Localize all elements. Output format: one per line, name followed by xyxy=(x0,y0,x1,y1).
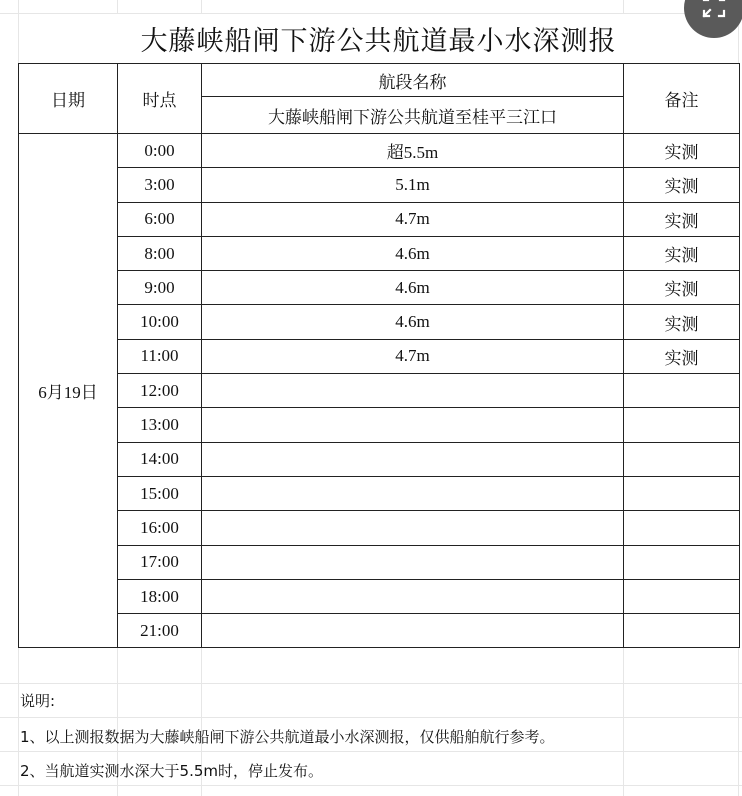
remark-cell: 实测 xyxy=(624,134,740,168)
time-cell: 0:00 xyxy=(118,134,202,168)
header-remark: 备注 xyxy=(624,64,740,134)
time-cell: 16:00 xyxy=(118,511,202,545)
table-row xyxy=(19,374,740,408)
depth-cell: 4.7m xyxy=(202,202,624,236)
collapse-arrows-icon xyxy=(701,0,727,22)
header-time: 时点 xyxy=(118,64,202,134)
time-cell: 10:00 xyxy=(118,305,202,339)
table-row xyxy=(19,271,740,305)
note-item-2: 2、当航道实测水深大于5.5m时，停止发布。 xyxy=(20,762,324,780)
time-cell: 11:00 xyxy=(118,339,202,373)
remark-cell xyxy=(624,476,740,510)
depth-cell: 超5.5m xyxy=(202,134,624,168)
time-cell: 14:00 xyxy=(118,442,202,476)
time-cell: 15:00 xyxy=(118,476,202,510)
table-row xyxy=(19,545,740,579)
sheet-gridline xyxy=(0,683,742,684)
water-depth-table xyxy=(18,63,740,648)
sheet-gridline xyxy=(0,751,742,752)
remark-cell xyxy=(624,511,740,545)
note-item-1: 1、以上测报数据为大藤峡船闸下游公共航道最小水深测报，仅供船舶航行参考。 xyxy=(20,728,555,746)
remark-cell xyxy=(624,442,740,476)
time-cell: 13:00 xyxy=(118,408,202,442)
time-cell: 12:00 xyxy=(118,374,202,408)
table-row xyxy=(19,339,740,373)
depth-cell xyxy=(202,476,624,510)
remark-cell xyxy=(624,614,740,648)
remark-cell xyxy=(624,545,740,579)
table-row xyxy=(19,236,740,270)
header-segment-group: 航段名称 xyxy=(202,64,624,97)
depth-cell xyxy=(202,545,624,579)
header-date: 日期 xyxy=(19,64,118,134)
depth-cell xyxy=(202,442,624,476)
table-row xyxy=(19,305,740,339)
table-row xyxy=(19,476,740,510)
time-cell: 17:00 xyxy=(118,545,202,579)
remark-cell: 实测 xyxy=(624,271,740,305)
remark-cell: 实测 xyxy=(624,305,740,339)
notes-heading: 说明: xyxy=(20,692,56,710)
remark-cell: 实测 xyxy=(624,339,740,373)
depth-cell xyxy=(202,408,624,442)
depth-cell: 4.7m xyxy=(202,339,624,373)
table-row xyxy=(19,511,740,545)
time-cell: 8:00 xyxy=(118,236,202,270)
table-row xyxy=(19,168,740,202)
table-row xyxy=(19,202,740,236)
time-cell: 9:00 xyxy=(118,271,202,305)
depth-cell: 4.6m xyxy=(202,305,624,339)
depth-cell xyxy=(202,511,624,545)
depth-cell xyxy=(202,579,624,613)
table-row xyxy=(19,579,740,613)
depth-cell xyxy=(202,614,624,648)
page-title: 大藤峡船闸下游公共航道最小水深测报 xyxy=(140,26,617,57)
time-cell: 21:00 xyxy=(118,614,202,648)
title-cell xyxy=(19,14,738,63)
remark-cell xyxy=(624,374,740,408)
time-cell: 18:00 xyxy=(118,579,202,613)
header-segment-name: 大藤峡船闸下游公共航道至桂平三江口 xyxy=(202,97,624,134)
sheet-gridline xyxy=(0,785,742,786)
depth-cell: 5.1m xyxy=(202,168,624,202)
time-cell: 3:00 xyxy=(118,168,202,202)
time-cell: 6:00 xyxy=(118,202,202,236)
table-row xyxy=(19,408,740,442)
depth-cell: 4.6m xyxy=(202,271,624,305)
remark-cell: 实测 xyxy=(624,168,740,202)
sheet-gridline xyxy=(0,717,742,718)
remark-cell: 实测 xyxy=(624,202,740,236)
depth-cell xyxy=(202,374,624,408)
date-cell: 6月19日 xyxy=(19,134,118,648)
remark-cell xyxy=(624,579,740,613)
table-row xyxy=(19,134,740,168)
table-row xyxy=(19,614,740,648)
remark-cell xyxy=(624,408,740,442)
remark-cell: 实测 xyxy=(624,236,740,270)
table-row xyxy=(19,442,740,476)
depth-cell: 4.6m xyxy=(202,236,624,270)
